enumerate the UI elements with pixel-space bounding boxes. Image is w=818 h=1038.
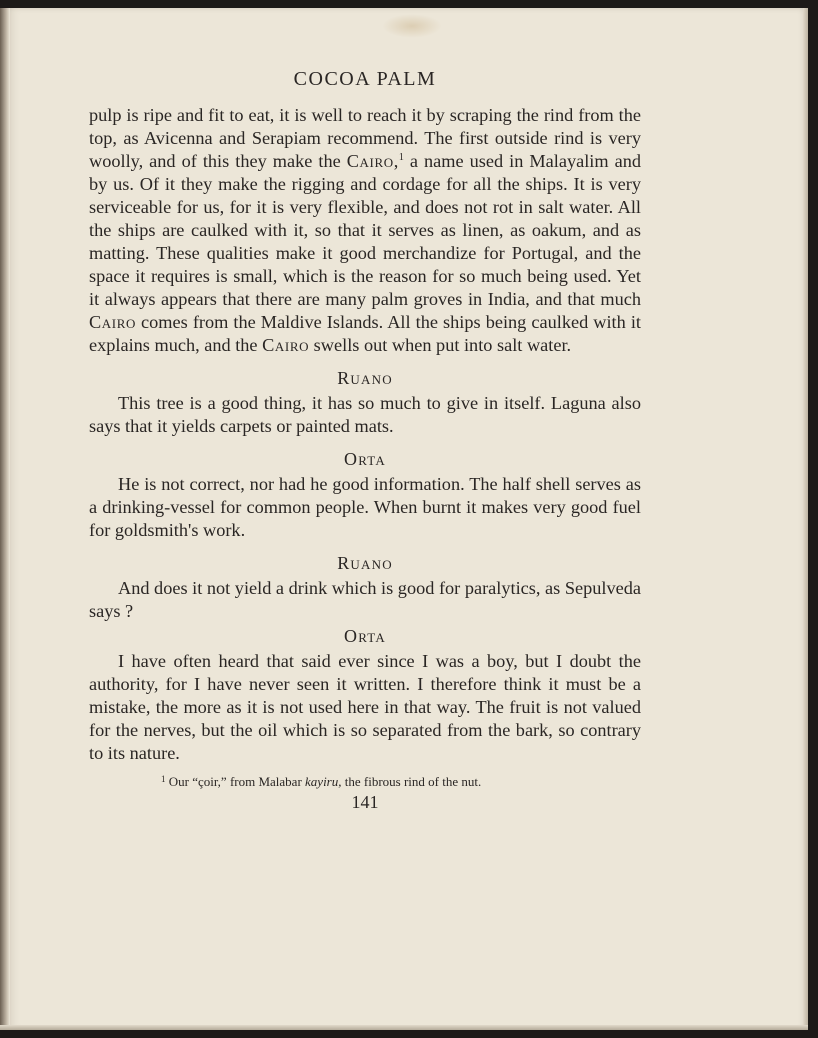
footnote-text: the fibrous rind of the nut. (341, 774, 482, 789)
book-page (0, 8, 808, 1030)
speaker-orta: Orta (344, 449, 386, 469)
footnote-number: 1 (161, 774, 166, 784)
footnote-reference: 1 (398, 152, 404, 163)
speaker-ruano: Ruano (337, 368, 393, 388)
page-number: 141 (351, 792, 379, 812)
speaker-ruano: Ruano (337, 553, 393, 573)
term-cairo: Cairo (262, 335, 310, 355)
page-text-block (89, 66, 641, 812)
text-run: pulp is ripe and fit to eat, it is well to reach it by scraping the rind from the top, as Avicenna and Serapiam recommend. The first outside rind is very woolly, and of this they make the (89, 105, 641, 171)
footnote-italic: kayiru, (305, 774, 342, 789)
paragraph-orta: I have often heard that said ever since I was a boy, but I doubt the authority, for I have never seen it written. I therefore think it must be a mistake, the more as it is not used here in that way. The fruit is not valued for the nerves, but the oil which is so separated from the bark, so contrary to its nature. (89, 651, 641, 763)
text-run: a name used in Malayalim and by us. Of it they make the rigging and cordage for all the ships. It is very serviceable for us, for it is very flexible, and does not rot in salt water. All the ships are caulked with it, so that it serves as linen, as oakum, and as matting. These qualities make it good merchandize for Portugal, and the space it requires is small, which is the reason for so much being used. Yet it always appears that there are many palm groves in India, and that much (89, 151, 642, 309)
text-run: swells out when put into salt water. (309, 335, 572, 355)
term-cairo: Cairo (89, 312, 136, 332)
text-run: comes from the Maldive Islands. All the ships being caulked with it explains much, and the (89, 312, 641, 355)
speaker-orta: Orta (344, 626, 386, 646)
book-spine-shadow (0, 8, 10, 1030)
paper-stain (382, 14, 442, 38)
page-edge-right (803, 8, 808, 1030)
running-head: COCOA PALM (293, 68, 437, 90)
paragraph-ruano: And does it not yield a drink which is good for paralytics, as Sepulveda says ? (89, 578, 641, 621)
term-cairo: Cairo, (346, 151, 399, 171)
footnote (161, 773, 641, 790)
footnote-text: Our “çoir,” from Malabar (165, 774, 306, 789)
paragraph-continuation (89, 104, 641, 357)
paragraph-ruano: This tree is a good thing, it has so much to give in itself. Laguna also says that it yields carpets or painted mats. (89, 393, 641, 436)
paragraph-orta: He is not correct, nor had he good information. The half shell serves as a drinking-vessel for common people. When burnt it makes very good fuel for goldsmith's work. (89, 474, 641, 540)
page-edge-bottom (0, 1025, 808, 1030)
